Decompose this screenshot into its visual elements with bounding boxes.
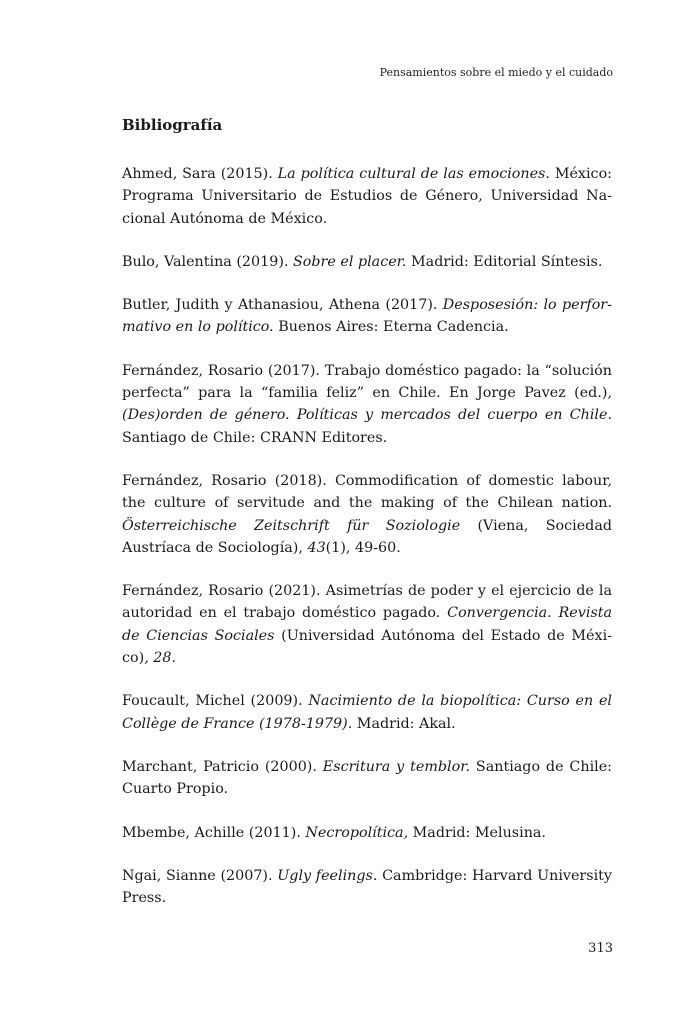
bibliography-entry: Fernández, Rosario (2017). Trabajo doméstico pagado: la “solución perfecta” para la “familia feliz” en Chile. En Jorge Pavez (ed.), (Des)orden de género. Políticas y mercados del cuerpo en Chile. Santiago de Chile: CRANN Editores.	[122, 362, 612, 446]
bibliography-entry: Ngai, Sianne (2007). Ugly feelings. Cambridge: Harvard University Press.	[122, 867, 613, 907]
running-head: Pensamientos sobre el miedo y el cuidado	[379, 66, 613, 79]
bibliography-list	[122, 163, 612, 930]
bibliography-entry: Fernández, Rosario (2018). Commodification of domestic labour, the culture of servitude and the making of the Chilean nation. Österreichische Zeitschrift für Soziologie (Viena, Sociedad Austríaca de Sociología), 43(1), 49-60.	[122, 472, 612, 556]
bibliography-entry: Bulo, Valentina (2019). Sobre el placer. Madrid: Editorial Síntesis.	[122, 253, 603, 270]
bibliography-entry: Marchant, Patricio (2000). Escritura y temblor. Santiago de Chile: Cuarto Propio.	[122, 758, 612, 798]
bibliography-entry: Ahmed, Sara (2015). La política cultural de las emociones. México: Programa Universitario de Estudios de Género, Universidad Nacional Autónoma de México.	[122, 166, 612, 227]
page-number: 313	[588, 941, 613, 956]
bibliography-entry: Foucault, Michel (2009). Nacimiento de la biopolítica: Curso en el Collège de France (1978-1979). Madrid: Akal.	[122, 693, 612, 732]
bibliography-entry: Fernández, Rosario (2021). Asimetrías de poder y el ejercicio de la autoridad en el trabajo doméstico pagado. Convergencia. Revista de Ciencias Sociales (Universidad Autónoma del Estado de México), 28.	[122, 583, 613, 667]
bibliography-entry: Butler, Judith y Athanasiou, Athena (2017). Desposesión: lo performativo en lo político. Buenos Aires: Eterna Cadencia.	[122, 297, 612, 336]
section-title: Bibliografía	[122, 116, 223, 134]
bibliography-entry: Mbembe, Achille (2011). Necropolítica, Madrid: Melusina.	[122, 824, 546, 841]
